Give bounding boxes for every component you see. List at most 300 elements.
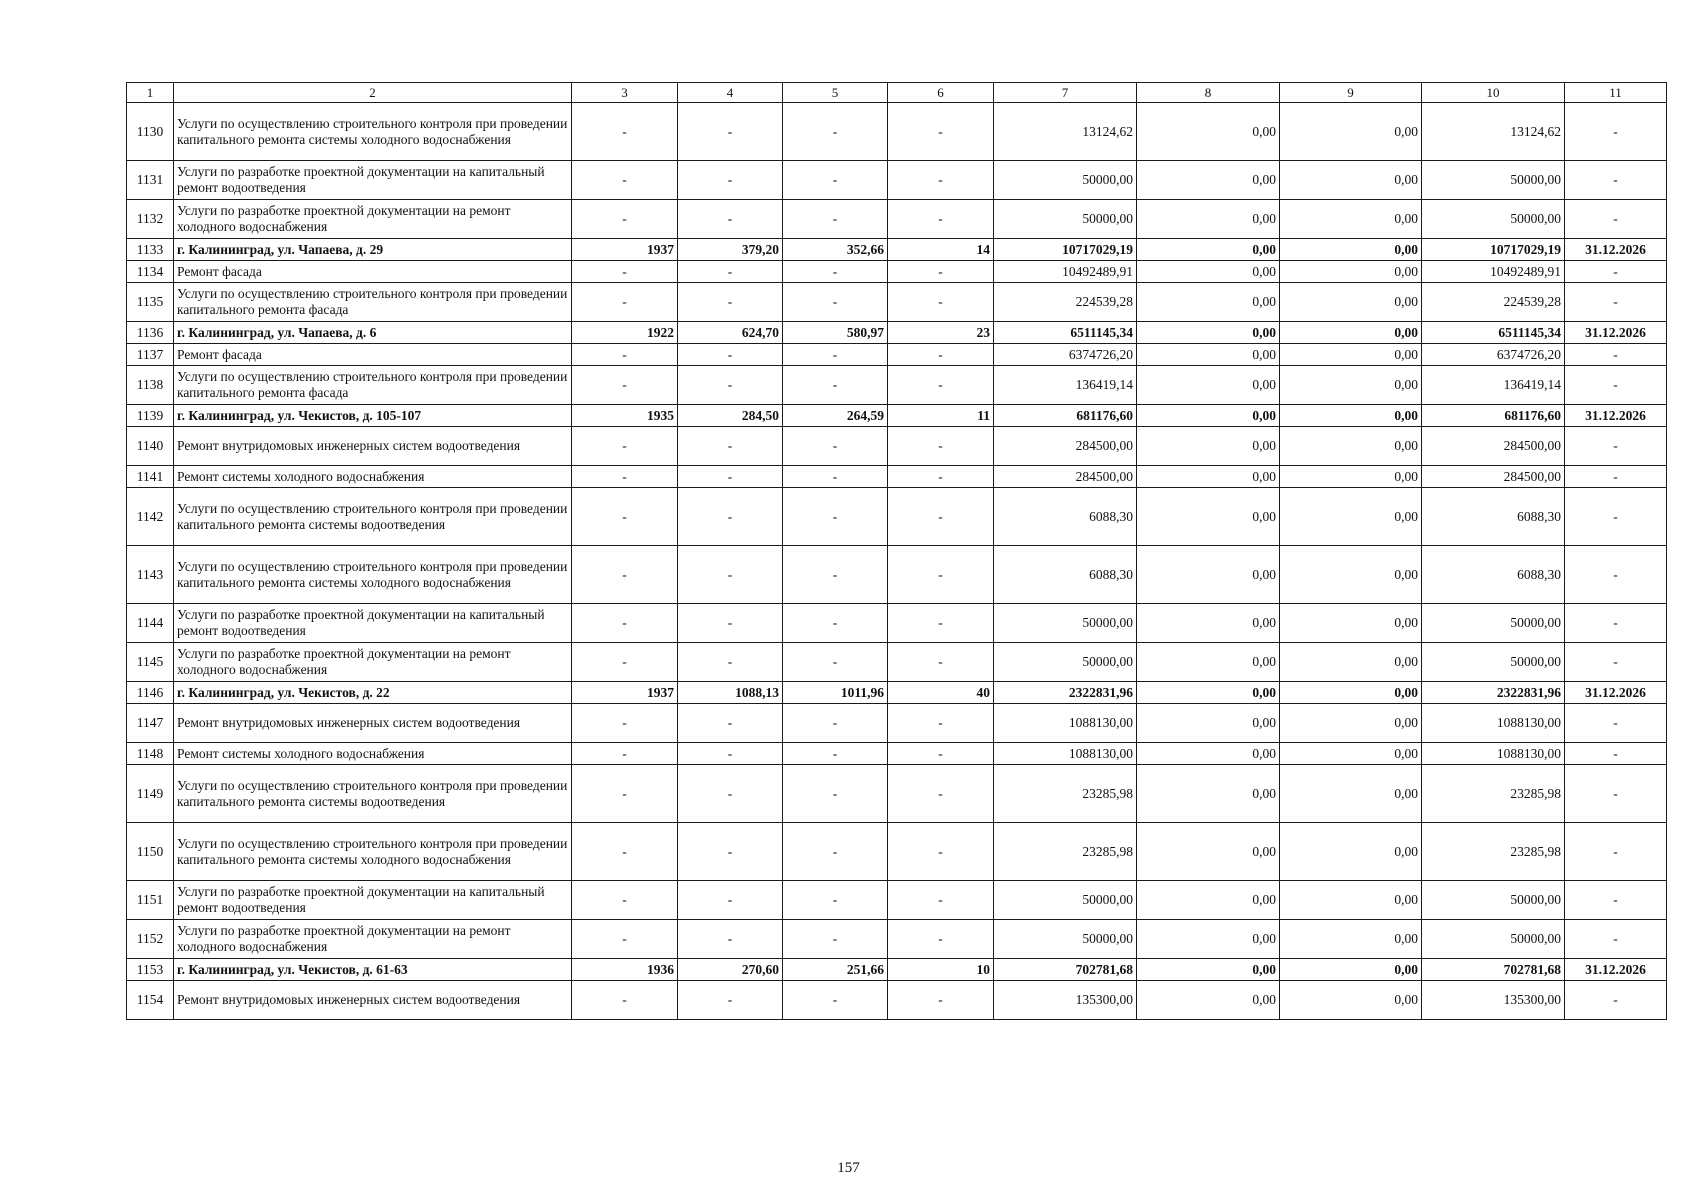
year-cell: - [572, 546, 678, 604]
cost-column-10-cell: 50000,00 [1422, 200, 1565, 239]
total-cost-cell: 50000,00 [994, 881, 1137, 920]
residents-count-cell: - [888, 283, 994, 322]
cost-column-9-cell: 0,00 [1280, 546, 1422, 604]
residents-count-cell: - [888, 881, 994, 920]
total-cost-cell: 50000,00 [994, 161, 1137, 200]
year-cell: - [572, 920, 678, 959]
cost-column-9-cell: 0,00 [1280, 405, 1422, 427]
row-number-cell: 1154 [127, 981, 174, 1020]
completion-date-cell: - [1565, 704, 1667, 743]
table-row [127, 604, 1667, 643]
year-cell: 1922 [572, 322, 678, 344]
year-cell: - [572, 261, 678, 283]
work-name-cell: Услуги по разработке проектной документации на капитальный ремонт водоотведения [174, 604, 572, 643]
cost-column-10-cell: 284500,00 [1422, 427, 1565, 466]
residential-area-cell: 264,59 [783, 405, 888, 427]
total-cost-cell: 6374726,20 [994, 344, 1137, 366]
year-cell: 1937 [572, 682, 678, 704]
cost-column-8-cell: 0,00 [1137, 200, 1280, 239]
table-row [127, 200, 1667, 239]
work-name-cell: Услуги по осуществлению строительного контроля при проведении капитального ремонта системы холодного водоснабжения [174, 823, 572, 881]
residents-count-cell: - [888, 488, 994, 546]
residents-count-cell: 11 [888, 405, 994, 427]
cost-column-8-cell: 0,00 [1137, 427, 1280, 466]
residents-count-cell: - [888, 466, 994, 488]
work-name-cell: Ремонт внутридомовых инженерных систем водоотведения [174, 981, 572, 1020]
year-cell: - [572, 366, 678, 405]
work-name-cell: Услуги по осуществлению строительного контроля при проведении капитального ремонта фасада [174, 283, 572, 322]
work-name-cell: г. Калининград, ул. Чекистов, д. 61-63 [174, 959, 572, 981]
row-number-cell: 1141 [127, 466, 174, 488]
completion-date-cell: - [1565, 604, 1667, 643]
row-number-cell: 1145 [127, 643, 174, 682]
total-area-cell: - [678, 488, 783, 546]
cost-column-8-cell: 0,00 [1137, 103, 1280, 161]
year-cell: - [572, 981, 678, 1020]
residents-count-cell: - [888, 366, 994, 405]
cost-column-8-cell: 0,00 [1137, 765, 1280, 823]
residential-area-cell: - [783, 823, 888, 881]
header-cell-col-8: 8 [1137, 83, 1280, 103]
table-row [127, 344, 1667, 366]
residential-area-cell: 1011,96 [783, 682, 888, 704]
completion-date-cell: - [1565, 103, 1667, 161]
total-area-cell: - [678, 103, 783, 161]
completion-date-cell: - [1565, 344, 1667, 366]
row-number-cell: 1142 [127, 488, 174, 546]
year-cell: - [572, 283, 678, 322]
cost-column-8-cell: 0,00 [1137, 704, 1280, 743]
total-area-cell: - [678, 283, 783, 322]
cost-column-9-cell: 0,00 [1280, 261, 1422, 283]
residents-count-cell: 40 [888, 682, 994, 704]
completion-date-cell: - [1565, 643, 1667, 682]
year-cell: - [572, 823, 678, 881]
residential-area-cell: - [783, 643, 888, 682]
work-name-cell: Услуги по осуществлению строительного контроля при проведении капитального ремонта фасада [174, 366, 572, 405]
row-number-cell: 1136 [127, 322, 174, 344]
total-area-cell: - [678, 765, 783, 823]
table-row [127, 488, 1667, 546]
cost-column-9-cell: 0,00 [1280, 161, 1422, 200]
cost-column-10-cell: 10492489,91 [1422, 261, 1565, 283]
cost-column-10-cell: 50000,00 [1422, 161, 1565, 200]
completion-date-cell: - [1565, 261, 1667, 283]
work-name-cell: г. Калининград, ул. Чекистов, д. 22 [174, 682, 572, 704]
cost-column-9-cell: 0,00 [1280, 239, 1422, 261]
header-cell-col-2: 2 [174, 83, 572, 103]
cost-column-9-cell: 0,00 [1280, 682, 1422, 704]
work-name-cell: Ремонт системы холодного водоснабжения [174, 743, 572, 765]
cost-column-9-cell: 0,00 [1280, 704, 1422, 743]
residential-area-cell: - [783, 920, 888, 959]
residents-count-cell: - [888, 981, 994, 1020]
cost-column-9-cell: 0,00 [1280, 200, 1422, 239]
total-cost-cell: 13124,62 [994, 103, 1137, 161]
cost-column-8-cell: 0,00 [1137, 643, 1280, 682]
residents-count-cell: - [888, 823, 994, 881]
row-number-cell: 1131 [127, 161, 174, 200]
residents-count-cell: - [888, 261, 994, 283]
total-cost-cell: 23285,98 [994, 823, 1137, 881]
total-area-cell: - [678, 823, 783, 881]
header-cell-col-10: 10 [1422, 83, 1565, 103]
address-row [127, 322, 1667, 344]
row-number-cell: 1148 [127, 743, 174, 765]
cost-column-8-cell: 0,00 [1137, 344, 1280, 366]
total-area-cell: - [678, 427, 783, 466]
total-cost-cell: 2322831,96 [994, 682, 1137, 704]
year-cell: - [572, 881, 678, 920]
residents-count-cell: 10 [888, 959, 994, 981]
cost-column-9-cell: 0,00 [1280, 604, 1422, 643]
header-cell-col-11: 11 [1565, 83, 1667, 103]
residential-area-cell: - [783, 344, 888, 366]
total-area-cell: - [678, 161, 783, 200]
table-row [127, 261, 1667, 283]
residents-count-cell: - [888, 103, 994, 161]
completion-date-cell: - [1565, 200, 1667, 239]
cost-column-8-cell: 0,00 [1137, 466, 1280, 488]
total-cost-cell: 50000,00 [994, 643, 1137, 682]
residential-area-cell: - [783, 488, 888, 546]
page-number: 157 [837, 1160, 860, 1176]
total-cost-cell: 10717029,19 [994, 239, 1137, 261]
completion-date-cell: 31.12.2026 [1565, 405, 1667, 427]
residential-area-cell: - [783, 366, 888, 405]
cost-column-9-cell: 0,00 [1280, 488, 1422, 546]
cost-column-8-cell: 0,00 [1137, 322, 1280, 344]
residents-count-cell: - [888, 427, 994, 466]
residential-area-cell: - [783, 604, 888, 643]
completion-date-cell: - [1565, 920, 1667, 959]
total-area-cell: - [678, 981, 783, 1020]
cost-column-9-cell: 0,00 [1280, 920, 1422, 959]
work-name-cell: Услуги по разработке проектной документации на ремонт холодного водоснабжения [174, 200, 572, 239]
work-name-cell: Услуги по разработке проектной документации на капитальный ремонт водоотведения [174, 881, 572, 920]
table-body [127, 83, 1667, 1020]
total-area-cell: - [678, 200, 783, 239]
work-name-cell: Услуги по осуществлению строительного контроля при проведении капитального ремонта системы водоотведения [174, 488, 572, 546]
row-number-cell: 1151 [127, 881, 174, 920]
residents-count-cell: - [888, 643, 994, 682]
row-number-cell: 1134 [127, 261, 174, 283]
table-row [127, 103, 1667, 161]
total-area-cell: - [678, 920, 783, 959]
cost-column-10-cell: 6088,30 [1422, 546, 1565, 604]
table-row [127, 765, 1667, 823]
cost-column-9-cell: 0,00 [1280, 366, 1422, 405]
residential-area-cell: - [783, 161, 888, 200]
work-name-cell: Услуги по осуществлению строительного контроля при проведении капитального ремонта системы холодного водоснабжения [174, 103, 572, 161]
year-cell: - [572, 103, 678, 161]
year-cell: - [572, 161, 678, 200]
cost-column-9-cell: 0,00 [1280, 981, 1422, 1020]
cost-column-8-cell: 0,00 [1137, 823, 1280, 881]
residential-area-cell: - [783, 103, 888, 161]
year-cell: 1936 [572, 959, 678, 981]
row-number-cell: 1140 [127, 427, 174, 466]
cost-column-8-cell: 0,00 [1137, 488, 1280, 546]
residential-area-cell: 352,66 [783, 239, 888, 261]
residents-count-cell: - [888, 546, 994, 604]
work-name-cell: Услуги по осуществлению строительного контроля при проведении капитального ремонта системы холодного водоснабжения [174, 546, 572, 604]
cost-column-10-cell: 1088130,00 [1422, 743, 1565, 765]
completion-date-cell: - [1565, 366, 1667, 405]
row-number-cell: 1149 [127, 765, 174, 823]
year-cell: - [572, 604, 678, 643]
residential-area-cell: - [783, 743, 888, 765]
row-number-cell: 1143 [127, 546, 174, 604]
work-name-cell: Ремонт внутридомовых инженерных систем водоотведения [174, 704, 572, 743]
address-row [127, 239, 1667, 261]
row-number-cell: 1139 [127, 405, 174, 427]
completion-date-cell: - [1565, 546, 1667, 604]
header-cell-col-9: 9 [1280, 83, 1422, 103]
work-schedule-table [126, 82, 1667, 1020]
table-row [127, 643, 1667, 682]
residents-count-cell: - [888, 200, 994, 239]
total-cost-cell: 224539,28 [994, 283, 1137, 322]
work-name-cell: г. Калининград, ул. Чекистов, д. 105-107 [174, 405, 572, 427]
cost-column-9-cell: 0,00 [1280, 743, 1422, 765]
row-number-cell: 1132 [127, 200, 174, 239]
residential-area-cell: - [783, 981, 888, 1020]
total-area-cell: - [678, 743, 783, 765]
residential-area-cell: - [783, 283, 888, 322]
header-cell-col-1: 1 [127, 83, 174, 103]
row-number-cell: 1150 [127, 823, 174, 881]
row-number-cell: 1130 [127, 103, 174, 161]
completion-date-cell: - [1565, 823, 1667, 881]
total-cost-cell: 50000,00 [994, 200, 1137, 239]
cost-column-10-cell: 681176,60 [1422, 405, 1565, 427]
work-name-cell: г. Калининград, ул. Чапаева, д. 6 [174, 322, 572, 344]
residential-area-cell: - [783, 704, 888, 743]
year-cell: - [572, 488, 678, 546]
residents-count-cell: - [888, 344, 994, 366]
residential-area-cell: - [783, 546, 888, 604]
cost-column-8-cell: 0,00 [1137, 604, 1280, 643]
total-area-cell: - [678, 704, 783, 743]
header-cell-col-6: 6 [888, 83, 994, 103]
completion-date-cell: - [1565, 881, 1667, 920]
year-cell: 1937 [572, 239, 678, 261]
total-area-cell: - [678, 261, 783, 283]
residential-area-cell: - [783, 261, 888, 283]
residents-count-cell: - [888, 765, 994, 823]
total-area-cell: 624,70 [678, 322, 783, 344]
cost-column-8-cell: 0,00 [1137, 161, 1280, 200]
row-number-cell: 1137 [127, 344, 174, 366]
cost-column-10-cell: 50000,00 [1422, 643, 1565, 682]
total-cost-cell: 681176,60 [994, 405, 1137, 427]
total-area-cell: 379,20 [678, 239, 783, 261]
row-number-cell: 1153 [127, 959, 174, 981]
total-area-cell: - [678, 604, 783, 643]
completion-date-cell: - [1565, 765, 1667, 823]
completion-date-cell: - [1565, 161, 1667, 200]
cost-column-8-cell: 0,00 [1137, 682, 1280, 704]
completion-date-cell: - [1565, 981, 1667, 1020]
cost-column-8-cell: 0,00 [1137, 405, 1280, 427]
cost-column-10-cell: 10717029,19 [1422, 239, 1565, 261]
table-row [127, 920, 1667, 959]
table-row [127, 743, 1667, 765]
residents-count-cell: - [888, 920, 994, 959]
total-area-cell: - [678, 643, 783, 682]
residential-area-cell: - [783, 200, 888, 239]
address-row [127, 959, 1667, 981]
cost-column-8-cell: 0,00 [1137, 366, 1280, 405]
residents-count-cell: - [888, 743, 994, 765]
column-number-header-row [127, 83, 1667, 103]
table-row [127, 881, 1667, 920]
total-area-cell: 284,50 [678, 405, 783, 427]
header-cell-col-7: 7 [994, 83, 1137, 103]
cost-column-9-cell: 0,00 [1280, 103, 1422, 161]
total-area-cell: - [678, 881, 783, 920]
table-row [127, 981, 1667, 1020]
work-name-cell: г. Калининград, ул. Чапаева, д. 29 [174, 239, 572, 261]
cost-column-9-cell: 0,00 [1280, 643, 1422, 682]
total-cost-cell: 10492489,91 [994, 261, 1137, 283]
residential-area-cell: 580,97 [783, 322, 888, 344]
residents-count-cell: - [888, 161, 994, 200]
total-cost-cell: 284500,00 [994, 427, 1137, 466]
cost-column-8-cell: 0,00 [1137, 981, 1280, 1020]
total-cost-cell: 136419,14 [994, 366, 1137, 405]
cost-column-10-cell: 6088,30 [1422, 488, 1565, 546]
completion-date-cell: 31.12.2026 [1565, 239, 1667, 261]
cost-column-9-cell: 0,00 [1280, 322, 1422, 344]
completion-date-cell: - [1565, 466, 1667, 488]
total-cost-cell: 6511145,34 [994, 322, 1137, 344]
year-cell: 1935 [572, 405, 678, 427]
work-name-cell: Ремонт системы холодного водоснабжения [174, 466, 572, 488]
cost-column-9-cell: 0,00 [1280, 765, 1422, 823]
completion-date-cell: 31.12.2026 [1565, 959, 1667, 981]
year-cell: - [572, 466, 678, 488]
year-cell: - [572, 704, 678, 743]
row-number-cell: 1138 [127, 366, 174, 405]
total-area-cell: - [678, 546, 783, 604]
year-cell: - [572, 200, 678, 239]
completion-date-cell: - [1565, 743, 1667, 765]
cost-column-8-cell: 0,00 [1137, 261, 1280, 283]
address-row [127, 405, 1667, 427]
row-number-cell: 1135 [127, 283, 174, 322]
work-name-cell: Ремонт фасада [174, 261, 572, 283]
cost-column-10-cell: 23285,98 [1422, 823, 1565, 881]
cost-column-10-cell: 2322831,96 [1422, 682, 1565, 704]
year-cell: - [572, 643, 678, 682]
year-cell: - [572, 344, 678, 366]
residents-count-cell: - [888, 704, 994, 743]
total-area-cell: - [678, 344, 783, 366]
total-cost-cell: 50000,00 [994, 604, 1137, 643]
completion-date-cell: 31.12.2026 [1565, 682, 1667, 704]
total-cost-cell: 284500,00 [994, 466, 1137, 488]
total-cost-cell: 23285,98 [994, 765, 1137, 823]
total-cost-cell: 1088130,00 [994, 704, 1137, 743]
row-number-cell: 1146 [127, 682, 174, 704]
cost-column-9-cell: 0,00 [1280, 881, 1422, 920]
cost-column-8-cell: 0,00 [1137, 239, 1280, 261]
residents-count-cell: - [888, 604, 994, 643]
residents-count-cell: 23 [888, 322, 994, 344]
residential-area-cell: - [783, 427, 888, 466]
cost-column-10-cell: 50000,00 [1422, 920, 1565, 959]
total-area-cell: - [678, 466, 783, 488]
cost-column-9-cell: 0,00 [1280, 427, 1422, 466]
cost-column-10-cell: 50000,00 [1422, 604, 1565, 643]
residents-count-cell: 14 [888, 239, 994, 261]
work-name-cell: Услуги по осуществлению строительного контроля при проведении капитального ремонта системы водоотведения [174, 765, 572, 823]
header-cell-col-4: 4 [678, 83, 783, 103]
table-row [127, 704, 1667, 743]
residential-area-cell: - [783, 881, 888, 920]
row-number-cell: 1147 [127, 704, 174, 743]
cost-column-8-cell: 0,00 [1137, 920, 1280, 959]
cost-column-10-cell: 50000,00 [1422, 881, 1565, 920]
work-name-cell: Услуги по разработке проектной документации на ремонт холодного водоснабжения [174, 643, 572, 682]
cost-column-10-cell: 135300,00 [1422, 981, 1565, 1020]
completion-date-cell: - [1565, 427, 1667, 466]
cost-column-8-cell: 0,00 [1137, 959, 1280, 981]
table-row [127, 546, 1667, 604]
address-row [127, 682, 1667, 704]
total-cost-cell: 6088,30 [994, 546, 1137, 604]
year-cell: - [572, 427, 678, 466]
row-number-cell: 1152 [127, 920, 174, 959]
row-number-cell: 1144 [127, 604, 174, 643]
cost-column-8-cell: 0,00 [1137, 283, 1280, 322]
cost-column-10-cell: 284500,00 [1422, 466, 1565, 488]
table-row [127, 823, 1667, 881]
total-cost-cell: 702781,68 [994, 959, 1137, 981]
header-cell-col-5: 5 [783, 83, 888, 103]
cost-column-10-cell: 13124,62 [1422, 103, 1565, 161]
total-cost-cell: 135300,00 [994, 981, 1137, 1020]
work-name-cell: Ремонт внутридомовых инженерных систем водоотведения [174, 427, 572, 466]
work-name-cell: Услуги по разработке проектной документации на капитальный ремонт водоотведения [174, 161, 572, 200]
cost-column-10-cell: 1088130,00 [1422, 704, 1565, 743]
cost-column-9-cell: 0,00 [1280, 283, 1422, 322]
row-number-cell: 1133 [127, 239, 174, 261]
work-name-cell: Услуги по разработке проектной документации на ремонт холодного водоснабжения [174, 920, 572, 959]
cost-column-8-cell: 0,00 [1137, 743, 1280, 765]
completion-date-cell: - [1565, 283, 1667, 322]
total-area-cell: 1088,13 [678, 682, 783, 704]
completion-date-cell: - [1565, 488, 1667, 546]
cost-column-9-cell: 0,00 [1280, 466, 1422, 488]
cost-column-9-cell: 0,00 [1280, 959, 1422, 981]
cost-column-10-cell: 6511145,34 [1422, 322, 1565, 344]
cost-column-10-cell: 224539,28 [1422, 283, 1565, 322]
total-cost-cell: 6088,30 [994, 488, 1137, 546]
year-cell: - [572, 743, 678, 765]
table-row [127, 366, 1667, 405]
table-row [127, 283, 1667, 322]
residential-area-cell: - [783, 765, 888, 823]
total-cost-cell: 50000,00 [994, 920, 1137, 959]
cost-column-10-cell: 23285,98 [1422, 765, 1565, 823]
table-row [127, 427, 1667, 466]
header-cell-col-3: 3 [572, 83, 678, 103]
cost-column-10-cell: 136419,14 [1422, 366, 1565, 405]
residential-area-cell: 251,66 [783, 959, 888, 981]
